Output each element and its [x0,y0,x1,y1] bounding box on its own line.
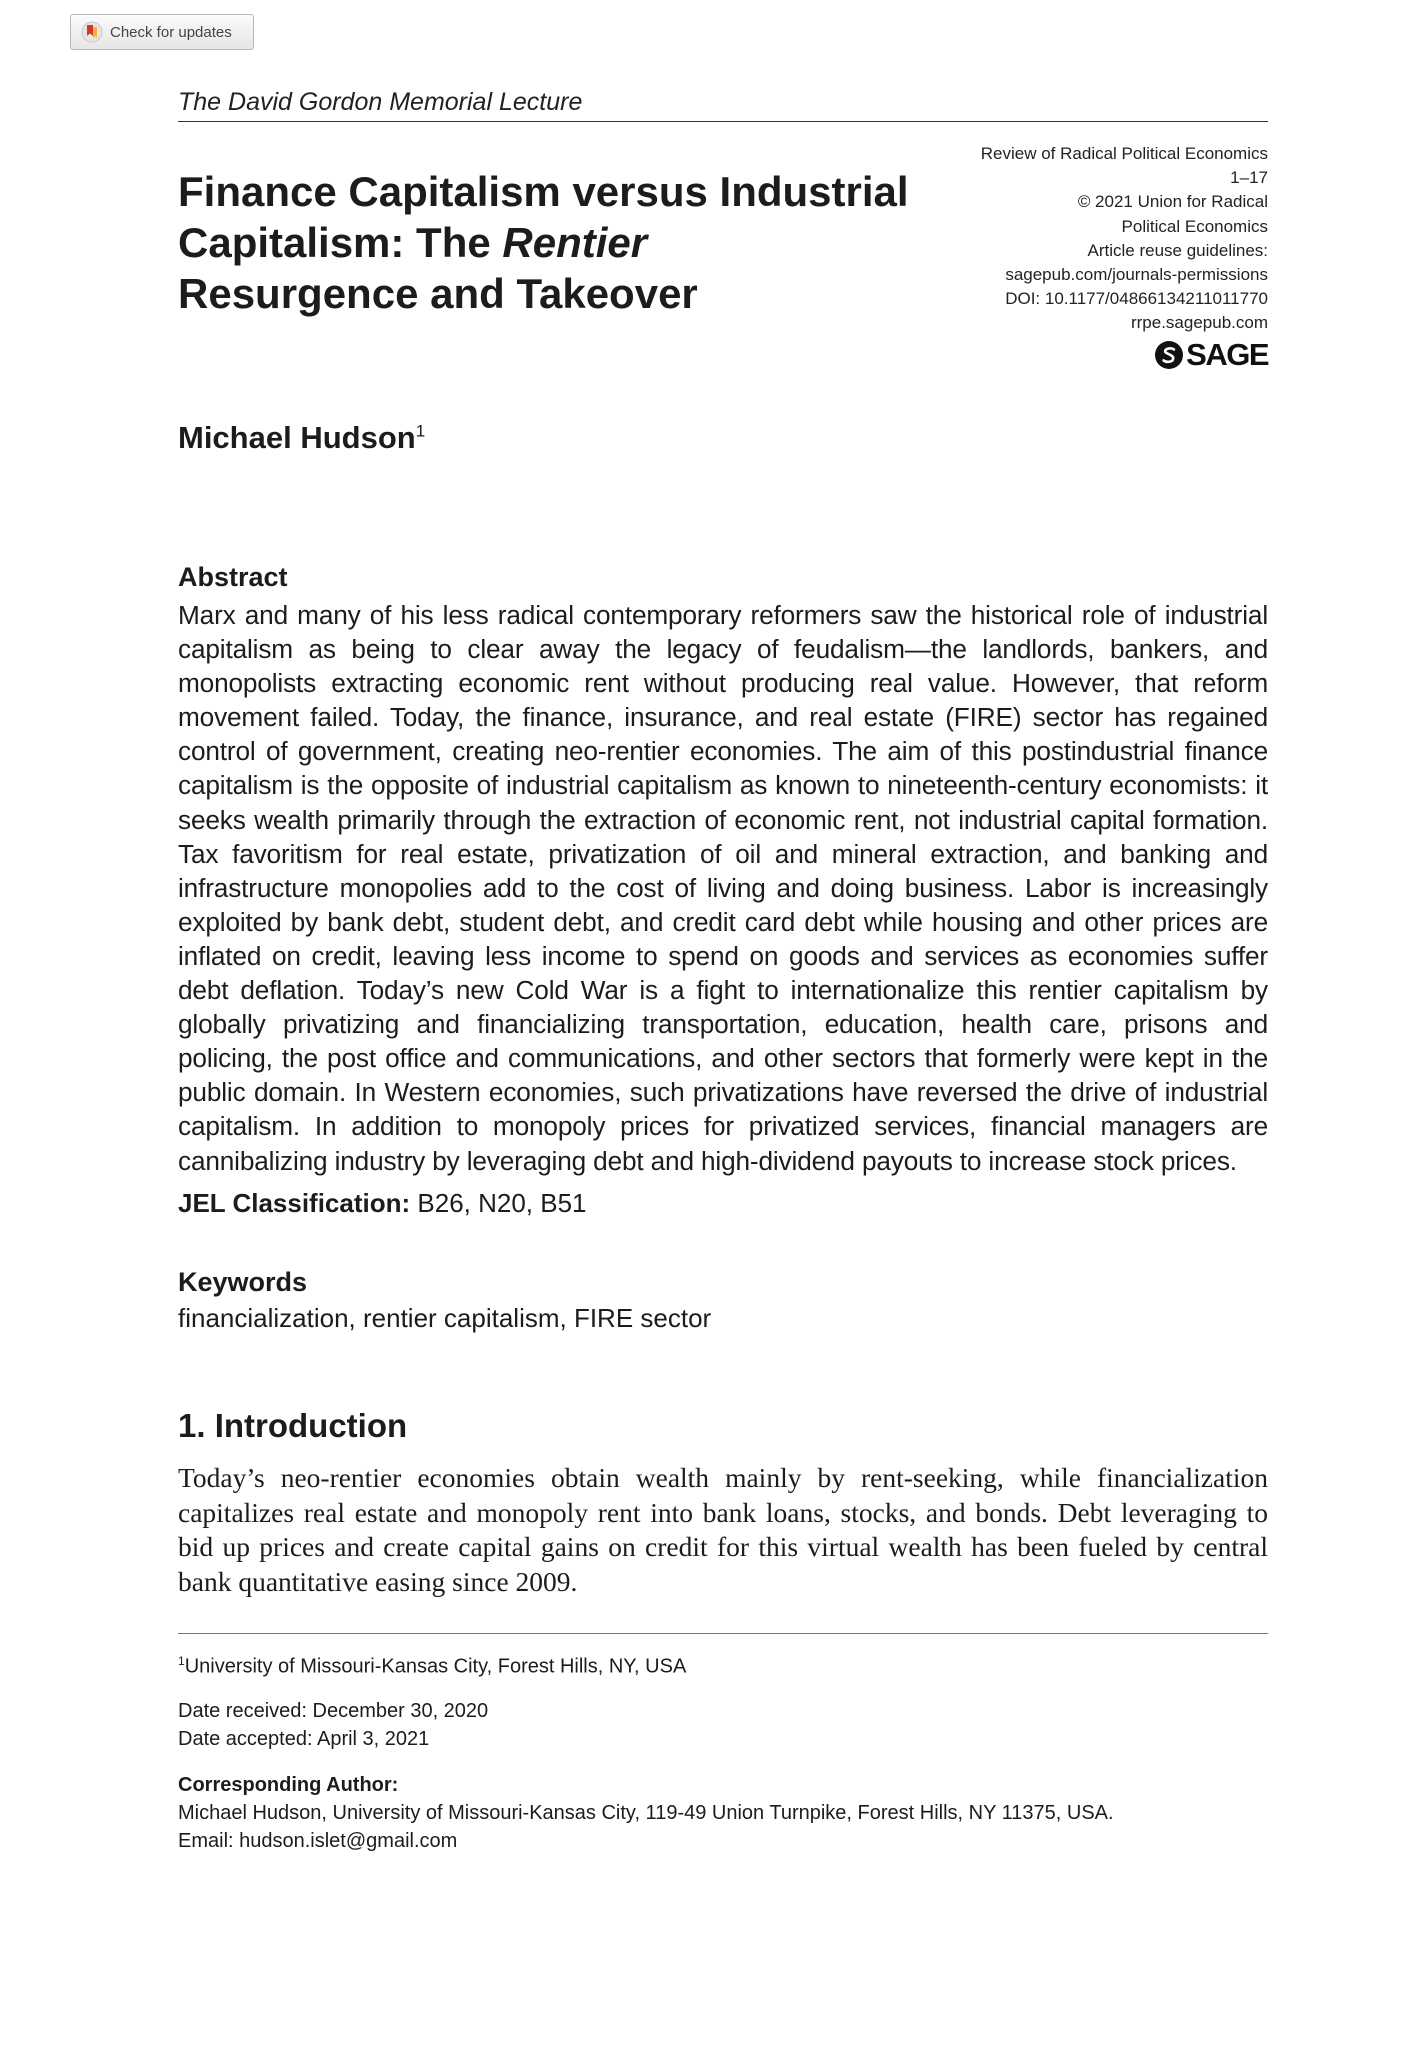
date-received: Date received: December 30, 2020 [178,1700,489,1722]
date-accepted: Date accepted: April 3, 2021 [178,1728,430,1750]
title-part-2: Resurgence and Takeover [178,270,698,317]
page-range: 1–17 [1230,168,1268,188]
check-for-updates-button[interactable] [70,14,254,50]
author-name [178,420,425,456]
corresponding-author-address: Michael Hudson, University of Missouri-Kansas City, 119-49 Union Turnpike, Forest Hills, NY 11375, USA. [178,1802,1114,1824]
abstract-text: Marx and many of his less radical contemporary reformers saw the historical role of industrial capitalism as being to clear away the legacy of feudalism—the landlords, bankers, and monopolists extracting economic rent without producing real value. However, that reform movement failed. Today, the finance, insurance, and real estate (FIRE) sector has regained control of government, creating neo-rentier economies. The aim of this postindustrial finance capitalism is the opposite of industrial capitalism as known to nineteenth-century economists: it seeks wealth primarily through the extraction of economic rent, not industrial capital formation. Tax favoritism for real estate, privatization of oil and mineral extraction, and banking and infrastructure monopolies add to the cost of living and doing business. Labor is increasingly exploited by bank debt, student debt, and credit card debt while housing and other prices are inflated on credit, leaving less income to spend on goods and services as economies suffer debt deflation. Today’s new Cold War is a fight to internationalize this rentier capitalism by globally privatizing and financializing transportation, education, health care, prisons and policing, the post office and communications, and other sectors that formerly were kept in the public domain. In Western economies, such privatizations have reversed the drive of industrial capitalism. In addition to monopoly prices for privatized services, financial managers are cannibalizing industry by leveraging debt and high-dividend payouts to increase stock prices. [178,600,1268,1176]
abstract-heading: Abstract [178,562,288,592]
introduction-text: Today’s neo-rentier economies obtain wealth mainly by rent-seeking, while financialization capitalizes real estate and monopoly rent into bank loans, stocks, and bonds. Debt leveraging to bid up prices and create capital gains on credit for this virtual wealth has been fueled by central bank quantitative easing since 2009. [178,1462,1268,1597]
affiliation-footnote [178,1654,686,1679]
footnote-rule [178,1633,1268,1634]
header-rule [178,121,1268,122]
jel-codes: B26, N20, B51 [417,1188,587,1218]
sage-wordmark: SAGE [1186,337,1268,372]
affiliation-footnote-marker: 1 [178,1654,185,1668]
journal-url-link[interactable]: rrpe.sagepub.com [1130,313,1268,333]
permissions-link[interactable]: sagepub.com/journals-permissions [1005,265,1268,285]
jel-label: JEL Classification: [178,1188,411,1218]
author-affiliation-marker: 1 [415,421,426,441]
sage-s-icon [1154,340,1184,370]
journal-name: Review of Radical Political Economics [980,144,1268,163]
journal-meta [808,142,1268,336]
check-for-updates-label: Check for updates [110,23,232,41]
reuse-label: Article reuse guidelines: [1087,240,1268,260]
corresponding-author-email[interactable]: Email: hudson.islet@gmail.com [178,1830,458,1852]
title-italic-word: Rentier [502,219,648,266]
copyright-line-2: Political Economics [1121,216,1268,236]
introduction-heading: 1. Introduction [178,1407,408,1444]
author-name-text: Michael Hudson [178,420,416,455]
crossmark-icon [81,21,103,43]
affiliation-text: University of Missouri-Kansas City, Forest Hills, NY, USA [184,1655,687,1678]
doi-link[interactable]: DOI: 10.1177/04866134211011770 [1005,289,1268,309]
title-part-1: Finance Capitalism versus Industrial Capitalism: The [178,168,909,266]
sage-logo [1154,338,1268,372]
corresponding-author-label: Corresponding Author: [178,1774,399,1796]
keywords-heading: Keywords [178,1267,308,1297]
keywords-text: financialization, rentier capitalism, FIRE sector [178,1303,712,1333]
jel-classification [178,1188,587,1219]
copyright-line-1: © 2021 Union for Radical [1077,192,1268,212]
series-title: The David Gordon Memorial Lecture [178,88,583,116]
